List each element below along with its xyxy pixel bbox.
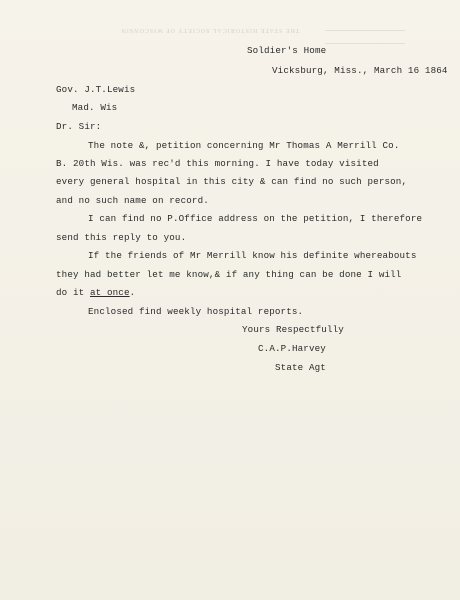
recipient-place: Mad. Wis [72,102,118,113]
body-line-9-emphasis: at once [89,287,130,298]
closing-complimentary: Yours Respectfully [242,324,344,335]
heading-location-date: Vicksburg, Miss., March 16 1864 [272,65,448,76]
body-line-1: The note &, petition concerning Mr Thomas A Merrill Co. [88,140,400,151]
signer-title: State Agt [275,362,326,373]
body-line-4: and no such name on record. [56,195,209,206]
body-line-5: I can find no P.Office address on the petition, I therefore [88,213,423,224]
body-line-2: B. 20th Wis. was rec'd this morning. I have today visited [56,158,379,169]
body-line-10: Enclosed find weekly hospital reports. [88,306,304,317]
salutation: Dr. Sir: [56,121,102,132]
body-line-3: every general hospital in this city & can find no such person, [56,176,408,187]
archive-stamp-mark [325,30,405,44]
body-line-7: If the friends of Mr Merrill know his definite whereabouts [88,250,417,261]
archive-stamp [120,27,300,43]
body-line-6: send this reply to you. [56,232,187,243]
body-line-8: they had better let me know,& if any thing can be done I will [56,269,402,280]
body-line-9 [56,287,135,299]
body-line-9-lead: do it [56,287,90,298]
body-line-9-end: . [129,287,136,298]
recipient-name: Gov. J.T.Lewis [56,84,136,95]
archive-stamp-text: THE STATE HISTORICAL SOCIETY OF WISCONSIN [120,27,300,33]
heading-place: Soldier's Home [247,45,327,56]
signature: C.A.P.Harvey [258,343,326,354]
